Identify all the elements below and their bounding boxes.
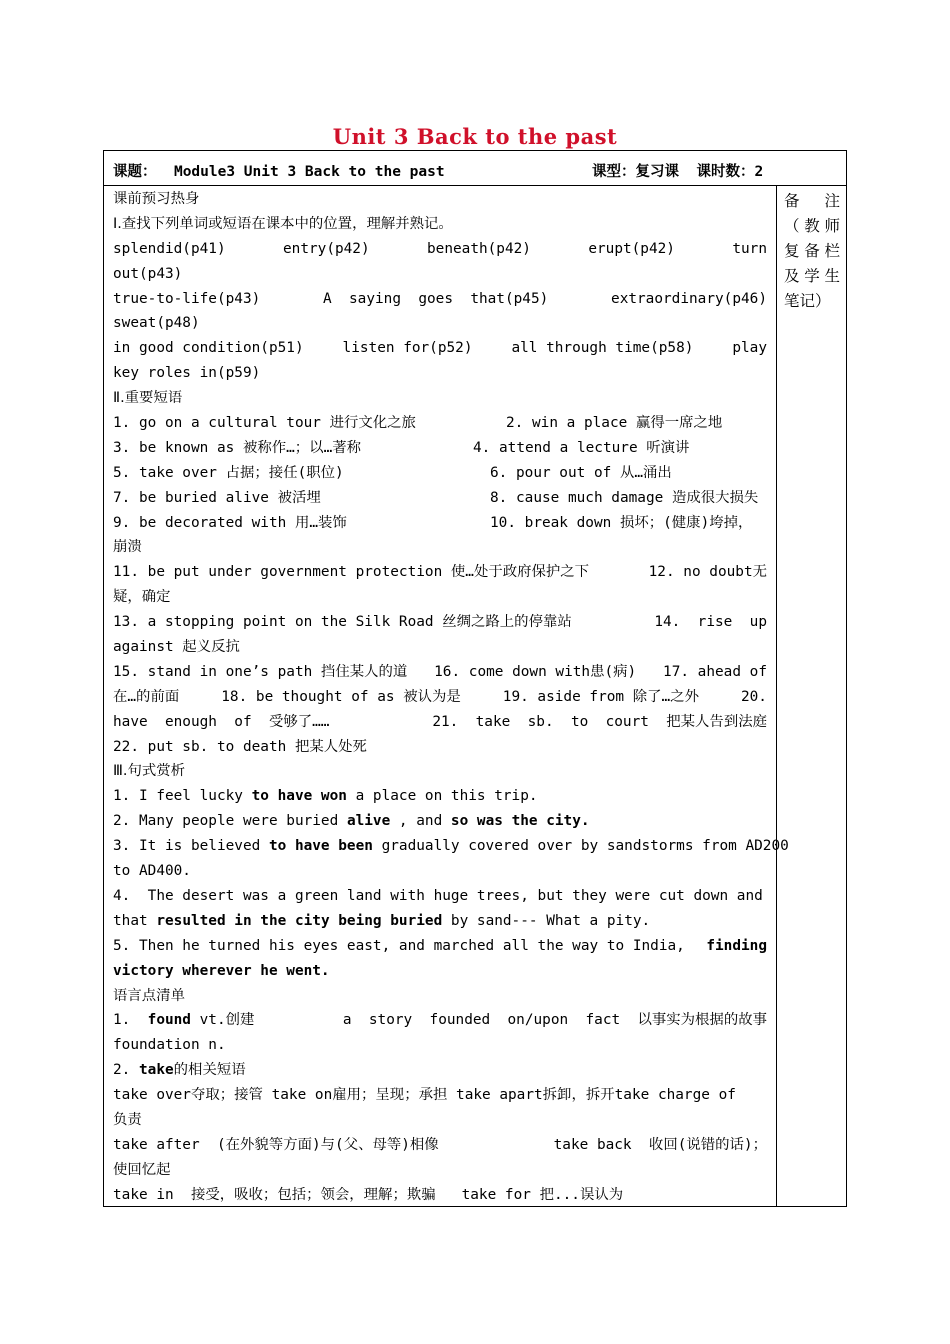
sentence: to AD400. xyxy=(113,863,191,880)
word-row xyxy=(113,287,767,312)
text: by sand--- What a pity. xyxy=(442,912,651,929)
section-1-heading: Ⅰ.查找下列单词或短语在课本中的位置，理解并熟记。 xyxy=(113,215,453,232)
phrase-row: 崩溃 xyxy=(113,539,142,556)
section-4-heading: 语言点清单 xyxy=(113,987,185,1004)
grammar-item xyxy=(113,1008,254,1033)
text: 1. I feel lucky xyxy=(113,788,252,805)
word-row xyxy=(113,336,767,361)
word-row: key roles in(p59) xyxy=(113,365,261,382)
text: gradually covered over by sandstorms from AD200 xyxy=(372,838,789,855)
phrase-row xyxy=(113,660,767,685)
content-column xyxy=(113,187,789,1208)
word-row: out(p43) xyxy=(113,265,183,282)
phrase: 6. pour out of 从…涌出 xyxy=(490,464,672,481)
highlight: finding xyxy=(706,937,767,954)
word: beneath(p42) xyxy=(427,240,531,257)
sentence xyxy=(113,784,767,809)
phrase: 13. a stopping point on the Silk Road 丝绸之路上的停靠站 xyxy=(113,614,572,631)
text: that xyxy=(113,912,157,929)
phrase: 在…的前面 xyxy=(113,688,180,705)
phrase-row xyxy=(113,685,767,710)
word: erupt(p42) xyxy=(588,240,675,257)
phrase: 2. win a place 赢得一席之地 xyxy=(506,415,723,432)
grammar-row: 使回忆起 xyxy=(113,1161,171,1178)
word: listen for(p52) xyxy=(342,340,473,357)
phrase: 15. stand in one’s path 挡住某人的道 xyxy=(113,663,408,680)
text: 的相关短语 xyxy=(173,1062,246,1079)
text: a place on this trip. xyxy=(346,788,538,805)
grammar-row: 负责 xyxy=(113,1111,142,1128)
phrase: 4. attend a lecture 听演讲 xyxy=(473,439,690,456)
grammar-row: foundation n. xyxy=(113,1037,226,1054)
text: vt.创建 xyxy=(190,1012,255,1029)
phrase-row xyxy=(113,610,767,635)
highlight: take xyxy=(139,1062,174,1079)
word: splendid(p41) xyxy=(113,240,226,257)
grammar-item: take after (在外貌等方面)与(父、母等)相像 xyxy=(113,1136,439,1153)
phrase-row xyxy=(113,511,767,536)
notes-column: 备注（教师复备栏及学生笔记） xyxy=(784,192,840,310)
sentence xyxy=(113,834,789,859)
phrase-row xyxy=(113,436,767,461)
word: turn xyxy=(732,240,767,257)
word: true-to-life(p43) xyxy=(113,290,261,307)
phrase: 3. be known as 被称作…；以…著称 xyxy=(113,439,362,456)
phrase: 12. no doubt无 xyxy=(648,564,767,581)
phrase: 14. rise up xyxy=(654,614,767,631)
highlight: resulted in the city being buried xyxy=(156,912,443,929)
text: 1. xyxy=(113,1012,148,1029)
header-row xyxy=(104,151,846,186)
grammar-row xyxy=(113,1058,767,1083)
sentence: victory wherever he went. xyxy=(113,962,330,979)
grammar-item: take back 收回(说错的话)； xyxy=(553,1136,767,1153)
phrase-row xyxy=(113,486,767,511)
phrase-row xyxy=(113,710,767,735)
text: 5. Then he turned his eyes east, and marched all the way to India, xyxy=(113,937,694,954)
phrase: 8. cause much damage 造成很大损失 xyxy=(490,489,759,506)
word: extraordinary(p46) xyxy=(611,290,767,307)
phrase: 20. xyxy=(740,688,767,705)
section-preview: 课前预习热身 xyxy=(113,191,200,207)
phrase: have enough of 受够了…… xyxy=(113,713,330,730)
phrase-row: 22. put sb. to death 把某人处死 xyxy=(113,738,367,755)
phrase: 21. take sb. to court 把某人告到法庭 xyxy=(432,713,767,730)
lesson-topic: 课题： Module3 Unit 3 Back to the past xyxy=(113,164,445,180)
highlight: so was the city. xyxy=(450,813,590,830)
phrase: 18. be thought of as 被认为是 xyxy=(221,688,461,705)
word: in good condition(p51) xyxy=(113,340,304,357)
grammar-item: a story founded on/upon fact 以事实为根据的故事 xyxy=(342,1012,767,1029)
section-3-heading: Ⅲ.句式赏析 xyxy=(113,763,186,780)
word-row: sweat(p48) xyxy=(113,315,200,332)
word: play xyxy=(732,340,767,357)
phrase-row xyxy=(113,560,767,585)
phrase-row: 疑，确定 xyxy=(113,589,171,606)
phrase: 11. be put under government protection 使…处于政府保护之下 xyxy=(113,564,590,581)
word: A saying goes that(p45) xyxy=(323,290,549,307)
phrase: 5. take over 占据；接任(职位) xyxy=(113,464,344,481)
highlight: to have won xyxy=(251,788,347,805)
sentence xyxy=(113,934,767,959)
text: 3. It is believed xyxy=(113,838,269,855)
phrase-row: against 起义反抗 xyxy=(113,639,240,656)
phrase: 10. break down 损坏；(健康)垮掉， xyxy=(490,514,753,531)
text: , and xyxy=(390,813,451,830)
word: all through time(p58) xyxy=(511,340,694,357)
section-2-heading: Ⅱ.重要短语 xyxy=(113,390,183,407)
phrase: 1. go on a cultural tour 进行文化之旅 xyxy=(113,415,416,432)
sentence xyxy=(113,809,767,834)
column-divider xyxy=(776,185,777,1206)
word: entry(p42) xyxy=(283,240,370,257)
highlight: found xyxy=(147,1012,191,1029)
phrase-row xyxy=(113,461,767,486)
text: 2. Many people were buried xyxy=(113,813,347,830)
phrase: 17. ahead of xyxy=(663,663,767,680)
sentence xyxy=(113,909,767,934)
sentence: 4. The desert was a green land with huge trees, but they were cut down and xyxy=(113,887,763,904)
highlight: alive xyxy=(346,813,391,830)
grammar-row xyxy=(113,1008,767,1033)
lesson-table xyxy=(103,150,847,1207)
phrase-row xyxy=(113,411,767,436)
phrase: 16. come down with患(病) xyxy=(434,663,637,680)
highlight: to have been xyxy=(268,838,373,855)
text: 2. xyxy=(113,1062,139,1079)
grammar-row: take over夺取；接管 take on雇用；呈现；承担 take apart拆卸，拆开take charge of xyxy=(113,1087,736,1104)
page-title: Unit 3 Back to the past xyxy=(332,124,618,149)
lesson-type: 课型：复习课 课时数：2 xyxy=(592,164,764,180)
phrase: 7. be buried alive 被活埋 xyxy=(113,489,321,506)
phrase: 9. be decorated with 用…装饰 xyxy=(113,514,347,531)
grammar-row: take in 接受，吸收；包括；领会，理解；欺骗 take for 把...误认为 xyxy=(113,1186,624,1203)
word-row xyxy=(113,237,767,262)
phrase: 19. aside from 除了…之外 xyxy=(502,688,699,705)
grammar-row xyxy=(113,1133,767,1158)
